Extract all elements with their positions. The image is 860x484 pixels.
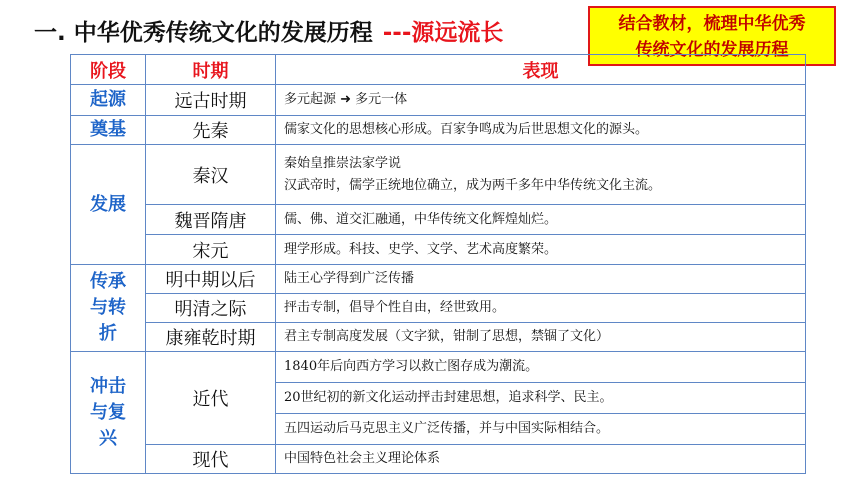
period-cell: 明清之际 <box>146 294 276 323</box>
period-cell: 先秦 <box>146 116 276 145</box>
desc-cell: 20世纪初的新文化运动抨击封建思想，追求科学、民主。 <box>276 383 806 414</box>
desc-cell: 五四运动后马克思主义广泛传播，并与中国实际相结合。 <box>276 414 806 445</box>
table-row <box>71 294 806 323</box>
table-row <box>71 85 806 116</box>
desc-cell: 中国特色社会主义理论体系 <box>276 445 806 474</box>
stage-development: 发展 <box>71 145 146 265</box>
stage-origin: 起源 <box>71 85 146 116</box>
desc-cell: 儒家文化的思想核心形成。百家争鸣成为后世思想文化的源头。 <box>276 116 806 145</box>
history-table <box>70 54 806 474</box>
table-row <box>71 352 806 383</box>
desc-cell: 儒、佛、道交汇融通，中华传统文化辉煌灿烂。 <box>276 205 806 235</box>
table-row <box>71 323 806 352</box>
desc-cell: 多元起源 ➜ 多元一体 <box>276 85 806 116</box>
period-cell: 现代 <box>146 445 276 474</box>
header-period: 时期 <box>146 55 276 85</box>
task-note-line-1: 结合教材，梳理中华优秀 <box>618 14 806 34</box>
header-desc: 表现 <box>276 55 806 85</box>
desc-cell: 抨击专制，倡导个性自由，经世致用。 <box>276 294 806 323</box>
stage-inheritance-label: 传承与转折 <box>90 271 126 344</box>
page-title <box>34 14 503 47</box>
stage-impact-label: 冲击与复兴 <box>90 375 126 449</box>
table-row <box>71 205 806 235</box>
title-accent: ---源远流长 <box>382 20 504 46</box>
period-cell: 近代 <box>146 352 276 445</box>
stage-impact <box>71 352 146 474</box>
period-cell: 康雍乾时期 <box>146 323 276 352</box>
desc-cell <box>276 145 806 205</box>
table-header-row <box>71 55 806 85</box>
period-cell: 秦汉 <box>146 145 276 205</box>
desc-cell: 君主专制高度发展（文字狱，钳制了思想，禁锢了文化） <box>276 323 806 352</box>
period-cell: 远古时期 <box>146 85 276 116</box>
header-stage: 阶段 <box>71 55 146 85</box>
stage-inheritance <box>71 265 146 352</box>
desc-cell: 陆王心学得到广泛传播 <box>276 265 806 294</box>
title-main: 一. 中华优秀传统文化的发展历程 <box>34 20 373 46</box>
table-row <box>71 445 806 474</box>
table-row <box>71 116 806 145</box>
table-row <box>71 145 806 205</box>
stage-foundation: 奠基 <box>71 116 146 145</box>
desc-line: 秦始皇推崇法家学说 <box>284 155 402 171</box>
desc-cell: 1840年后向西方学习以救亡图存成为潮流。 <box>276 352 806 383</box>
task-note-line-2: 传统文化的发展历程 <box>635 40 789 60</box>
period-cell: 宋元 <box>146 235 276 265</box>
table-row <box>71 265 806 294</box>
table-row <box>71 235 806 265</box>
desc-cell: 理学形成。科技、史学、文学、艺术高度繁荣。 <box>276 235 806 265</box>
desc-line: 汉武帝时，儒学正统地位确立，成为两千多年中华传统文化主流。 <box>284 177 662 193</box>
period-cell: 魏晋隋唐 <box>146 205 276 235</box>
period-cell: 明中期以后 <box>146 265 276 294</box>
